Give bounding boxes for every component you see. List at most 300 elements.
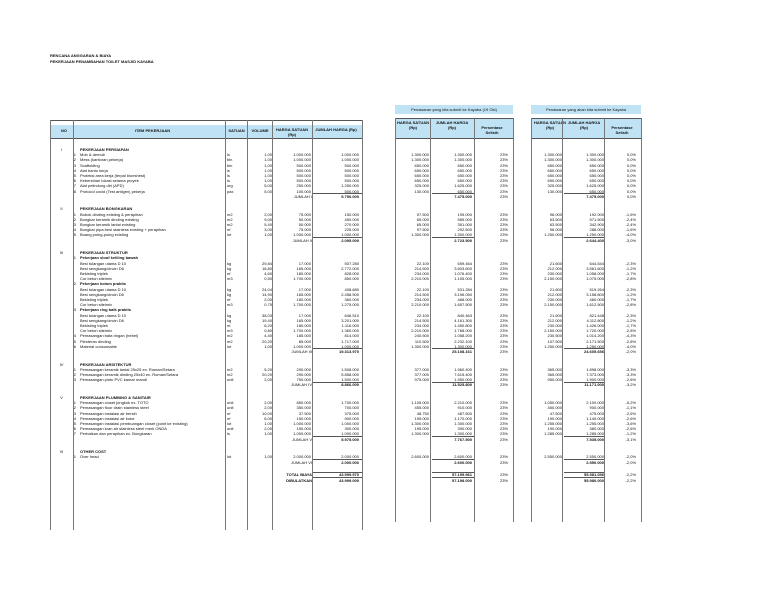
item-hs2: 650.000 — [547, 162, 562, 168]
item-unit: kg — [227, 260, 232, 266]
sum-jh2: 7.535.000 — [586, 436, 604, 442]
item-p2: -1,2% — [625, 317, 636, 323]
item-label: Besi tulangan utama D 10 — [80, 286, 127, 292]
item-jh1: 1.076.400 — [454, 271, 472, 276]
item-unit: ls — [227, 173, 230, 178]
item-jh2: 2.171.500 — [586, 338, 604, 344]
item-vol: 4,40 — [264, 333, 272, 339]
item-hs1: 325.000 — [414, 183, 429, 189]
section-number: III — [59, 250, 64, 256]
item-hs1: 130.000 — [414, 188, 429, 194]
item-jh1: 1.300.000 — [454, 152, 472, 158]
header-satuan: SATUAN — [228, 128, 245, 133]
sum-jh1: 7.475.000 — [454, 193, 472, 199]
left-table-col-line-0 — [50, 120, 51, 530]
group1-title: Penawaran yang kita submit ke Kayaba (19 Okt) — [411, 107, 497, 112]
item-hs1: 1.300.000 — [411, 421, 429, 426]
item-jh2: 650.000 — [589, 188, 604, 194]
item-hs2: 190.000 — [547, 415, 562, 421]
item-number: 2 — [73, 157, 76, 163]
sum-jh: 8.866.000 — [341, 382, 359, 388]
item-jh: 507.280 — [344, 260, 359, 266]
item-hs: 500.000 — [296, 162, 311, 168]
item-jh2: 3.561.600 — [586, 265, 604, 271]
item-hs: 100.000 — [296, 188, 311, 194]
sub-item-title: Pekerjaan sloof keliling bawah — [80, 255, 139, 261]
item-jh: 1.250.000 — [341, 183, 359, 189]
item-p2: -2,8% — [625, 338, 636, 344]
item-jh1: 3.603.600 — [454, 265, 472, 271]
item-hs1: 650.000 — [414, 178, 429, 184]
item-unit: kg — [227, 286, 232, 292]
sum-jh: 43.999.000 — [338, 477, 359, 483]
item-hs2: 1.255.000 — [544, 421, 562, 426]
item-jh2: 571.500 — [589, 216, 604, 222]
item-p1: 23% — [499, 227, 508, 233]
item-unit: m3 — [227, 328, 233, 334]
item-unit: m' — [227, 271, 232, 276]
item-unit: m3 — [227, 302, 233, 308]
item-jh1: 585.000 — [457, 216, 472, 222]
item-jh1: 1.450.800 — [454, 323, 472, 328]
item-jh2: 1.255.000 — [586, 421, 604, 426]
item-number: 4 — [73, 167, 76, 173]
item-jh: 814.000 — [344, 333, 359, 339]
item-p2: -2,4% — [625, 222, 636, 227]
item-jh1: 1.058.200 — [454, 333, 472, 339]
item-jh2: 1.898.000 — [586, 366, 604, 372]
item-label: Pemasangan keramik dinding 25x40 ex. Roman/Setara — [80, 372, 179, 377]
item-jh: 360.000 — [344, 297, 359, 302]
item-p2: -2,6% — [625, 377, 636, 383]
header-bottom-line — [50, 138, 363, 139]
item-jh: 1.000.000 — [341, 152, 359, 158]
item-jh1: 650.000 — [457, 167, 472, 173]
sum-p1: 23% — [499, 382, 508, 388]
item-number: 4 — [73, 415, 76, 421]
item-unit: bln — [227, 162, 233, 168]
item-jh: 225.000 — [344, 227, 359, 233]
item-jh: 700.000 — [344, 405, 359, 411]
item-hs2: 1.300.000 — [544, 152, 562, 158]
item-hs: 500.000 — [296, 173, 311, 178]
group1-col-line-2 — [474, 118, 475, 522]
item-jh2: 1.300.000 — [586, 152, 604, 158]
item-hs: 290.000 — [296, 366, 311, 372]
item-p1: 23% — [499, 222, 508, 227]
item-p2: -1,2% — [625, 291, 636, 297]
item-number: 1 — [73, 152, 76, 158]
item-hs: 180.000 — [296, 271, 311, 276]
item-hs1: 234.000 — [414, 323, 429, 328]
item-number: 2 — [73, 405, 76, 411]
item-label: Pemasangan instalasi pembuangan closet (point ke existing) — [80, 421, 188, 426]
item-hs2: 1.285.000 — [544, 431, 562, 437]
sum-label: JUMLAH IV — [291, 382, 312, 388]
item-jh2: 475.000 — [589, 410, 604, 416]
item-jh1: 1.105.000 — [454, 276, 472, 282]
item-hs: 75.000 — [298, 227, 311, 233]
item-jh2: 1.075.000 — [586, 276, 604, 282]
item-hs: 1.000.000 — [293, 157, 311, 163]
sum-p1: 23% — [499, 349, 508, 354]
item-hs: 165.000 — [296, 291, 311, 297]
item-p2: -2,4% — [625, 216, 636, 222]
sum-p1: 23% — [499, 477, 508, 483]
item-p1: 23% — [499, 421, 508, 426]
item-vol: 16,80 — [261, 265, 272, 271]
item-jh: 1.116.000 — [341, 323, 359, 328]
item-p2: -2,3% — [625, 260, 636, 266]
item-number: 1 — [73, 211, 76, 217]
item-hs2: 21.600 — [549, 260, 562, 266]
section-number: II — [60, 206, 63, 212]
sum-jh: 19.313.970 — [338, 349, 359, 354]
item-jh1: 1.300.000 — [454, 232, 472, 238]
item-hs: 75.000 — [298, 211, 311, 217]
item-unit: m2 — [227, 216, 233, 222]
sum-jh1: 11.525.800 — [452, 382, 472, 388]
header-jumlah-harga-1: JUMLAH HARGA (Rp) — [435, 120, 469, 130]
item-jh1: 4.161.300 — [454, 317, 472, 323]
header-harga-satuan: HARGA SATUAN (Rp) — [276, 127, 308, 137]
header-top-line — [50, 120, 363, 121]
item-p1: 23% — [499, 276, 508, 282]
item-jh: 5.858.000 — [341, 372, 359, 377]
item-label: Perbaikan dan perapihan ex. Bongkaran — [80, 431, 152, 437]
item-hs2: 650.000 — [547, 167, 562, 173]
item-jh1: 2.600.000 — [454, 454, 472, 460]
item-unit: ls — [227, 431, 230, 437]
item-jh2: 460.000 — [589, 297, 604, 302]
item-vol: 1,00 — [264, 421, 272, 426]
item-jh: 828.000 — [344, 271, 359, 276]
item-label: Besi sengkang/cincin D6 — [80, 317, 124, 323]
item-hs1: 234.000 — [414, 297, 429, 302]
item-jh: 375.000 — [344, 410, 359, 416]
sum-jh1: 25.108.161 — [451, 349, 472, 354]
item-jh: 1.508.000 — [341, 366, 359, 372]
item-number: 3 — [73, 162, 76, 168]
item-p2: -1,2% — [625, 431, 636, 437]
item-jh2: 2.550.000 — [586, 454, 604, 460]
sum-label: JUMLAH VI — [291, 459, 312, 465]
item-hs2: 230.000 — [547, 271, 562, 276]
header-item: ITEM PEKERJAAN — [134, 128, 171, 133]
item-jh: 1.717.000 — [341, 338, 359, 344]
item-p1: 23% — [499, 343, 508, 349]
item-jh2: 288.000 — [589, 227, 604, 233]
item-jh1: 910.000 — [457, 405, 472, 411]
item-hs1: 1.300.000 — [411, 232, 429, 238]
item-vol: 5,40 — [264, 222, 272, 227]
item-hs: 500.000 — [296, 167, 311, 173]
item-hs1: 1.300.000 — [411, 152, 429, 158]
item-hs1: 110.500 — [414, 338, 429, 344]
header-volume: VOLUME — [251, 128, 269, 133]
item-hs1: 650.000 — [414, 167, 429, 173]
item-jh2: 1.058.000 — [586, 271, 604, 276]
item-label: Besi tulangan utama D 10 — [80, 260, 127, 266]
item-jh2: 3.158.800 — [586, 291, 604, 297]
item-vol: 29,84 — [261, 260, 272, 266]
item-hs2: 63.500 — [549, 222, 562, 227]
item-jh: 1.500.000 — [341, 377, 359, 383]
item-hs: 250.000 — [296, 183, 311, 189]
item-jh2: 1.250.000 — [586, 232, 604, 238]
item-jh2: 192.000 — [589, 211, 604, 217]
item-hs: 185.000 — [296, 333, 311, 339]
item-hs: 50.000 — [298, 216, 311, 222]
item-unit: m2 — [227, 338, 233, 344]
item-unit: unit — [227, 377, 234, 383]
item-label: Bongkar keramik dinding existing — [80, 216, 139, 222]
sum-jh: 2.000.000 — [341, 459, 359, 465]
item-p2: 0,0% — [626, 162, 636, 168]
item-vol: 1,00 — [264, 178, 272, 184]
left-table-col-line-2 — [225, 120, 226, 530]
group1-top-line — [395, 118, 513, 119]
item-hs: 1.000.000 — [293, 431, 311, 437]
item-unit: unit — [227, 405, 234, 411]
item-vol: 2,00 — [264, 377, 272, 383]
item-hs2: 21.600 — [549, 286, 562, 292]
sum-jh1: 2.600.000 — [454, 459, 472, 465]
sum-jh1: 57.198.000 — [451, 477, 472, 483]
project-title: PEKERJAAN PENAMBAHAN TOILET MASJID KAYABA — [50, 59, 154, 64]
sum-label: JUMLAH V — [292, 436, 312, 442]
item-label: Besi tulangan utama D 10 — [80, 312, 127, 318]
item-jh1: 351.000 — [457, 222, 472, 227]
item-vol: 0,80 — [264, 328, 272, 334]
item-hs2: 365.000 — [547, 372, 562, 377]
item-jh1: 1.170.000 — [454, 415, 472, 421]
sub-item-title: Pekerjaan ring balk praktis — [80, 307, 131, 313]
header-harga-satuan-2: HARGA SATUAN (Rp) — [534, 120, 566, 130]
item-p2: 0,0% — [626, 157, 636, 163]
item-hs2: 212.000 — [547, 317, 562, 323]
item-unit: m2 — [227, 222, 233, 227]
sum-jh2: 2.550.000 — [586, 459, 604, 465]
item-p1: 23% — [499, 400, 508, 406]
item-hs1: 2.210.000 — [411, 276, 429, 282]
item-jh: 646.510 — [344, 312, 359, 318]
item-p2: -2,6% — [625, 410, 636, 416]
item-jh: 500.000 — [344, 162, 359, 168]
item-hs: 290.000 — [296, 372, 311, 377]
item-label: Over head — [80, 454, 99, 460]
sum-jh2: 55.981.056 — [583, 472, 604, 478]
item-jh2: 1.612.500 — [586, 302, 604, 308]
item-jh1: 2.210.000 — [454, 400, 472, 406]
item-jh1: 1.950.000 — [454, 377, 472, 383]
item-hs1: 65.000 — [416, 222, 429, 227]
item-unit: org — [227, 183, 233, 189]
section-number: IV — [59, 361, 64, 367]
item-label: Bekisting triplek — [80, 297, 109, 302]
item-p2: -2,6% — [625, 426, 636, 432]
item-label: Pemasangan pintu PVC kamar mandi — [80, 377, 147, 383]
section-title: OTHER COST — [80, 449, 107, 455]
sum-jh: 5.750.000 — [341, 193, 359, 199]
item-hs1: 97.500 — [416, 227, 429, 233]
item-hs2: 130.000 — [547, 188, 562, 194]
item-hs2: 450.000 — [547, 405, 562, 411]
sum-p2: 0,0% — [626, 193, 636, 199]
item-vol: 20,20 — [261, 372, 272, 377]
sum-label: TOTAL BIAYA — [286, 472, 312, 478]
group2-top-line — [531, 118, 641, 119]
item-jh2: 650.000 — [589, 162, 604, 168]
item-hs1: 2.210.000 — [411, 302, 429, 308]
item-label: Bekisting triplek — [80, 271, 109, 276]
item-hs1: 455.000 — [414, 405, 429, 411]
item-p1: 23% — [499, 162, 508, 168]
item-vol: 2,00 — [264, 405, 272, 411]
item-jh2: 650.000 — [589, 173, 604, 178]
item-hs: 180.000 — [296, 323, 311, 328]
item-p1: 23% — [499, 286, 508, 292]
item-p1: 23% — [499, 328, 508, 334]
item-p2: -1,6% — [625, 211, 636, 217]
item-unit: lot — [227, 421, 232, 426]
item-label: Alat pelindung diri (APD) — [80, 183, 124, 189]
item-vol: 24,04 — [261, 286, 272, 292]
item-p2: 0,0% — [626, 152, 636, 158]
item-hs: 1.000.000 — [293, 421, 311, 426]
section-title: PEKERJAAN STRUKTUR — [80, 250, 128, 256]
item-jh2: 1.140.000 — [586, 415, 604, 421]
item-hs2: 212.000 — [547, 265, 562, 271]
item-vol: 3,00 — [264, 227, 272, 233]
item-jh: 1.000.000 — [341, 343, 359, 349]
sum-jh2: 55.980.000 — [583, 477, 604, 483]
item-jh: 450.000 — [344, 216, 359, 222]
item-vol: 2,00 — [264, 211, 272, 217]
sum-jh: 5.975.000 — [341, 436, 359, 442]
sum-p2: -2,2% — [625, 472, 636, 478]
item-p2: -2,3% — [625, 312, 636, 318]
item-jh: 500.000 — [344, 173, 359, 178]
item-hs: 1.000.000 — [293, 232, 311, 238]
sum-label: JUMLAH III — [291, 349, 312, 354]
item-unit: m' — [227, 415, 232, 421]
sub-item-title: Pekerjaan kolom praktis — [80, 281, 127, 287]
item-hs1: 377.000 — [414, 372, 429, 377]
item-p1: 23% — [499, 302, 508, 308]
item-vol: 5,00 — [264, 188, 272, 194]
item-hs: 85.000 — [298, 338, 311, 344]
item-jh: 1.000.000 — [341, 157, 359, 163]
item-label: Cor beton siteimix — [80, 328, 113, 334]
item-number: 5 — [73, 338, 76, 344]
item-hs1: 240.500 — [414, 333, 429, 339]
item-jh2: 1.900.000 — [586, 377, 604, 383]
left-table-col-line-6 — [362, 120, 363, 530]
item-jh1: 650.000 — [457, 188, 472, 194]
item-hs: 165.000 — [296, 265, 311, 271]
item-p1: 23% — [499, 377, 508, 383]
item-vol: 4,60 — [264, 271, 272, 276]
item-hs1: 650.000 — [414, 162, 429, 168]
item-hs: 1.000.000 — [293, 343, 311, 349]
item-jh2: 650.000 — [589, 178, 604, 184]
item-jh: 3.201.000 — [341, 317, 359, 323]
item-p2: -2,8% — [625, 302, 636, 308]
section-title: PEKERJAAN BONGKARAN — [80, 206, 133, 212]
item-hs2: 21.600 — [549, 312, 562, 318]
item-vol: 1,00 — [264, 167, 272, 173]
item-hs2: 2.150.000 — [544, 302, 562, 308]
sum-p2: -2,2% — [625, 477, 636, 483]
item-p1: 23% — [499, 431, 508, 437]
item-p1: 23% — [499, 188, 508, 194]
item-p2: -4,3% — [625, 333, 636, 339]
item-jh: 1.000.000 — [341, 421, 359, 426]
item-hs2: 325.000 — [547, 183, 562, 189]
sum-p2: -2,0% — [625, 459, 636, 465]
item-vol: 1,00 — [264, 157, 272, 163]
item-label: Pemasangan instalasi air kotor — [80, 415, 135, 421]
sum-jh1: 57.199.961 — [451, 472, 472, 478]
section-title: PEKERJAAN PERSIAPAN — [80, 147, 129, 152]
item-hs2: 212.000 — [547, 291, 562, 297]
item-hs2: 230.000 — [547, 323, 562, 328]
item-jh1: 650.000 — [457, 162, 472, 168]
item-jh: 1.000.000 — [341, 431, 359, 437]
item-p1: 23% — [499, 426, 508, 432]
item-hs1: 1.300.000 — [411, 431, 429, 437]
group2-title: Penawaran yang akan kita submit ke Kayaba — [545, 107, 627, 112]
item-vol: 1,00 — [264, 343, 272, 349]
item-hs1: 22.100 — [416, 286, 429, 292]
item-p1: 23% — [499, 265, 508, 271]
sum-label: DIBULATKAN — [286, 477, 312, 483]
item-p2: -3,6% — [625, 421, 636, 426]
item-p2: -2,8% — [625, 328, 636, 334]
header-harga-satuan-1: HARGA SATUAN (Rp) — [397, 120, 429, 130]
section-title: PEKERJAAN PLUMBING & SANITAIR — [80, 395, 151, 400]
item-label: Plesteran dinding — [80, 338, 111, 344]
item-p2: -3,3% — [625, 372, 636, 377]
item-p2: 0,0% — [626, 183, 636, 189]
item-hs: 17.000 — [298, 312, 311, 318]
item-hs1: 1.300.000 — [411, 343, 429, 349]
sum-jh: 43.999.970 — [338, 472, 359, 478]
item-unit: lot — [227, 343, 232, 349]
item-number: 3 — [73, 410, 76, 416]
item-hs2: 47.500 — [549, 410, 562, 416]
item-p2: -1,6% — [625, 227, 636, 233]
item-jh: 850.000 — [344, 276, 359, 282]
item-label: Buang puing-puing existing — [80, 232, 129, 238]
item-label: Bongkar keramik lantai existing — [80, 222, 136, 227]
item-hs1: 1.105.000 — [411, 400, 429, 406]
item-jh1: 1.300.000 — [454, 157, 472, 163]
item-vol: 1,00 — [264, 232, 272, 238]
item-unit: m3 — [227, 276, 233, 282]
item-vol: 0,75 — [264, 302, 272, 308]
item-jh: 2.458.500 — [341, 291, 359, 297]
item-hs2: 1.250.000 — [544, 232, 562, 238]
item-vol: 19,40 — [261, 317, 272, 323]
item-jh2: 821.448 — [589, 312, 604, 318]
item-jh: 1.000.000 — [341, 232, 359, 238]
item-jh2: 2.100.000 — [586, 400, 604, 406]
item-label: Alat bantu kerja — [80, 167, 108, 173]
item-number: 6 — [73, 343, 76, 349]
sum-p1: 23% — [499, 193, 508, 199]
